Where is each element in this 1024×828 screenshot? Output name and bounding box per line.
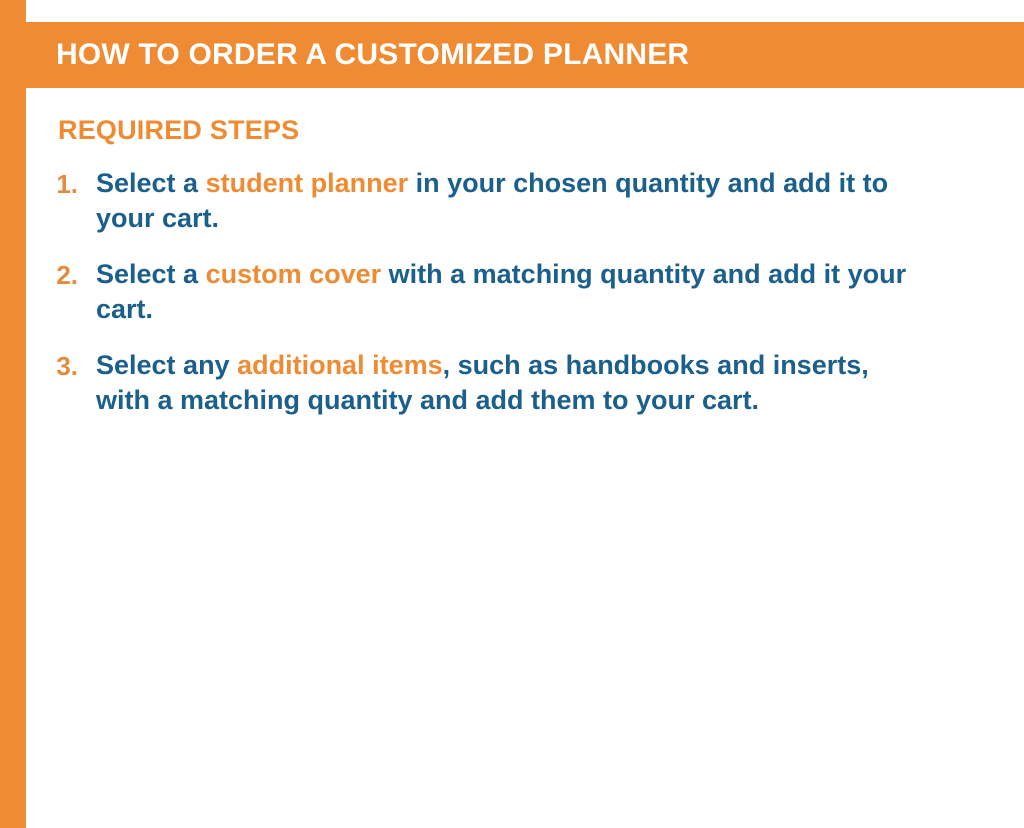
step-text-highlight: custom cover <box>205 259 382 290</box>
step-number: 1. <box>56 169 78 199</box>
step-text-part: in your chosen quantity and add it to your cart. <box>96 168 889 233</box>
step-text-part: Select any <box>96 350 238 381</box>
list-item <box>26 348 1024 417</box>
page-title: HOW TO ORDER A CUSTOMIZED PLANNER <box>56 38 690 71</box>
section-heading: REQUIRED STEPS <box>58 115 300 145</box>
step-text <box>96 166 916 235</box>
step-text <box>96 257 916 326</box>
step-text-part: Select a <box>96 259 206 290</box>
list-item <box>26 257 1024 326</box>
step-number: 3. <box>56 351 78 382</box>
step-number: 2. <box>56 260 78 291</box>
required-steps-list <box>26 146 1024 417</box>
step-text-part: , such as handbooks and inserts, with a matching quantity and add them to your cart. <box>96 350 869 415</box>
header-band <box>26 22 1024 88</box>
left-accent-bar <box>0 0 26 828</box>
step-text-highlight: student planner <box>205 168 409 198</box>
step-text-part: with a matching quantity and add it your cart. <box>96 259 907 324</box>
step-text-highlight: additional items <box>237 350 443 381</box>
list-item <box>26 166 1024 235</box>
step-text <box>96 348 916 417</box>
content-area <box>26 88 1024 439</box>
step-text-part: Select a <box>96 168 206 198</box>
